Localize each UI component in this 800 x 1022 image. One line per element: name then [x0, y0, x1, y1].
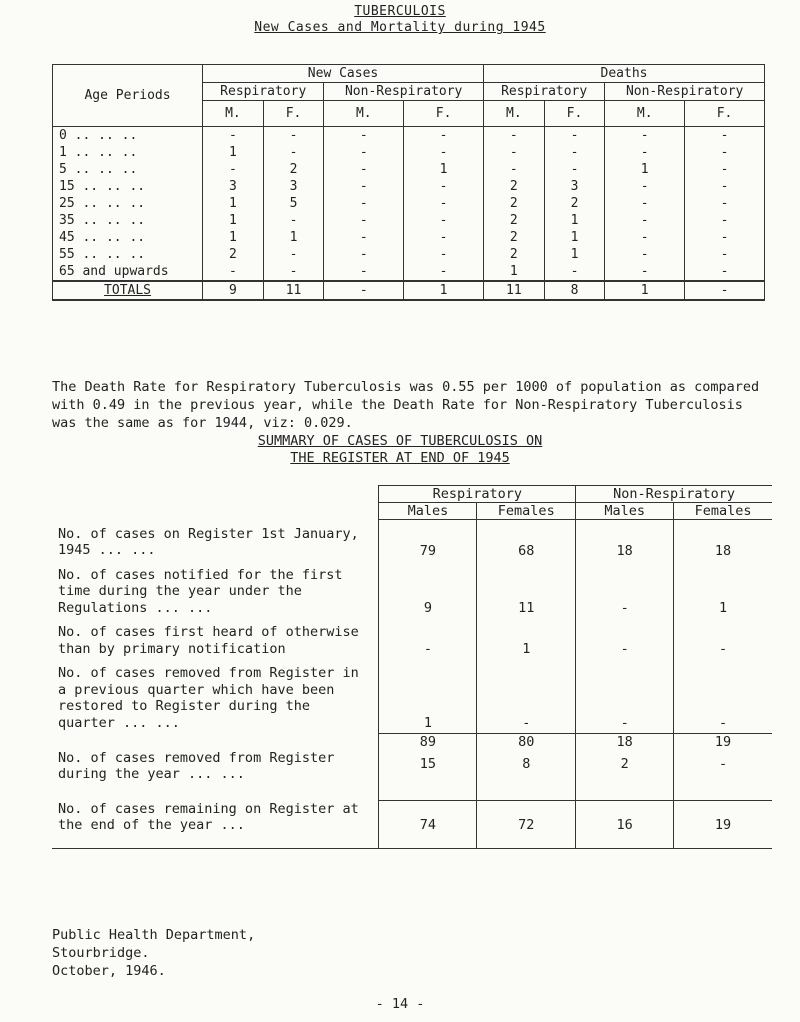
age-periods-header: Age Periods — [53, 65, 203, 127]
removed-cell: 8 — [477, 750, 576, 801]
value-cell: - — [324, 144, 404, 161]
value-cell: - — [605, 178, 685, 195]
removed-label: No. of cases removed from Register during the year ... ... — [58, 749, 335, 782]
register-summary-table — [52, 485, 772, 849]
value-cell: - — [544, 263, 605, 281]
value-cell: - — [685, 263, 765, 281]
age-label: 55 .. .. .. — [53, 246, 203, 263]
value-cell: - — [685, 178, 765, 195]
col-f: F. — [263, 101, 324, 127]
summary-resp-header: Respiratory — [379, 486, 576, 503]
value-cell: - — [484, 127, 545, 145]
value-cell: - — [576, 561, 674, 619]
age-row — [53, 212, 765, 229]
value-cell: - — [263, 263, 324, 281]
subtotal-cell: 18 — [576, 733, 674, 750]
death-rate-paragraph: The Death Rate for Respiratory Tuberculosis was 0.55 per 1000 of population as compared with 0.49 in the previous year, while the Death Rate for Non-Respiratory Tuberculosis was the same as for 1944, viz: 0.029. — [52, 379, 760, 431]
remaining-row — [52, 801, 772, 849]
value-cell: - — [576, 618, 674, 659]
age-row — [53, 229, 765, 246]
age-row — [53, 161, 765, 178]
age-row — [53, 263, 765, 281]
subtotal-cell: 89 — [379, 733, 477, 750]
subtotal-cell: 80 — [477, 733, 576, 750]
age-label: 5 .. .. .. — [53, 161, 203, 178]
col-m: M. — [484, 101, 545, 127]
value-cell: - — [544, 144, 605, 161]
register-row — [52, 618, 772, 659]
total-cell: - — [324, 281, 404, 300]
value-cell: - — [674, 659, 772, 733]
age-label: 35 .. .. .. — [53, 212, 203, 229]
deaths-header: Deaths — [484, 65, 765, 83]
value-cell: - — [404, 246, 484, 263]
age-row — [53, 127, 765, 145]
value-cell: - — [263, 212, 324, 229]
value-cell: - — [404, 195, 484, 212]
removed-cell: 15 — [379, 750, 477, 801]
death-resp-header: Respiratory — [484, 83, 605, 101]
value-cell: 2 — [203, 246, 264, 263]
value-cell: - — [605, 195, 685, 212]
value-cell: 2 — [484, 246, 545, 263]
summary-subtitle: THE REGISTER AT END OF 1945 — [290, 450, 510, 466]
value-cell: - — [477, 659, 576, 733]
remaining-label: No. of cases remaining on Register at the end of the year ... — [52, 801, 379, 849]
value-cell: - — [263, 127, 324, 145]
value-cell: - — [685, 127, 765, 145]
value-cell: 1 — [203, 195, 264, 212]
value-cell: 5 — [263, 195, 324, 212]
value-cell: - — [484, 144, 545, 161]
value-cell: 1 — [674, 561, 772, 619]
value-cell: 2 — [544, 195, 605, 212]
new-cases-header: New Cases — [203, 65, 484, 83]
age-label: 45 .. .. .. — [53, 229, 203, 246]
remaining-cell: 72 — [477, 801, 576, 849]
value-cell: - — [203, 161, 264, 178]
value-cell: - — [404, 178, 484, 195]
value-cell: 2 — [263, 161, 324, 178]
value-cell: - — [404, 127, 484, 145]
register-row — [52, 520, 772, 561]
value-cell: - — [544, 127, 605, 145]
value-cell: 2 — [484, 178, 545, 195]
age-row — [53, 144, 765, 161]
value-cell: 1 — [263, 229, 324, 246]
age-label: 1 .. .. .. — [53, 144, 203, 161]
footer-department: Public Health Department, — [52, 927, 256, 943]
value-cell: 2 — [484, 195, 545, 212]
value-cell: - — [324, 127, 404, 145]
value-cell: - — [263, 144, 324, 161]
value-cell: 1 — [544, 229, 605, 246]
row-label: No. of cases on Register 1st January, 1945 ... ... — [58, 525, 359, 558]
value-cell: 1 — [379, 659, 477, 733]
value-cell: 18 — [674, 520, 772, 561]
value-cell: - — [605, 263, 685, 281]
col-f: F. — [685, 101, 765, 127]
value-cell: 3 — [203, 178, 264, 195]
value-cell: 3 — [544, 178, 605, 195]
value-cell: 2 — [484, 229, 545, 246]
value-cell: - — [605, 127, 685, 145]
value-cell: - — [263, 246, 324, 263]
value-cell: - — [685, 161, 765, 178]
subtotal-cell: 19 — [674, 733, 772, 750]
value-cell: - — [404, 229, 484, 246]
value-cell: - — [605, 246, 685, 263]
total-cell: 11 — [263, 281, 324, 300]
value-cell: - — [685, 212, 765, 229]
value-cell: - — [685, 195, 765, 212]
value-cell: - — [674, 618, 772, 659]
document-title: TUBERCULOIS — [354, 4, 446, 19]
summary-title: SUMMARY OF CASES OF TUBERCULOSIS ON — [257, 433, 543, 449]
row-label: No. of cases notified for the first time during the year under the Regulations ... ... — [58, 566, 343, 616]
value-cell: - — [404, 212, 484, 229]
value-cell: - — [324, 178, 404, 195]
value-cell: - — [379, 618, 477, 659]
value-cell: - — [324, 161, 404, 178]
value-cell: 1 — [544, 246, 605, 263]
value-cell: 1 — [203, 144, 264, 161]
value-cell: 79 — [379, 520, 477, 561]
totals-row — [53, 281, 765, 300]
value-cell: - — [404, 263, 484, 281]
value-cell: 11 — [477, 561, 576, 619]
footer-address — [52, 926, 255, 980]
footer-town: Stourbridge. — [52, 945, 150, 961]
total-cell: 9 — [203, 281, 264, 300]
remaining-cell: 19 — [674, 801, 772, 849]
value-cell: - — [324, 195, 404, 212]
value-cell: - — [404, 144, 484, 161]
age-row — [53, 195, 765, 212]
value-cell: - — [203, 127, 264, 145]
register-row — [52, 561, 772, 619]
value-cell: - — [685, 229, 765, 246]
value-cell: 1 — [203, 229, 264, 246]
value-cell: - — [685, 144, 765, 161]
subtotal-row — [52, 733, 772, 750]
totals-label: TOTALS — [53, 281, 203, 300]
value-cell: 1 — [544, 212, 605, 229]
value-cell: - — [605, 229, 685, 246]
females-header: Females — [674, 503, 772, 520]
value-cell: 1 — [477, 618, 576, 659]
value-cell: 1 — [203, 212, 264, 229]
total-cell: 1 — [605, 281, 685, 300]
total-cell: 11 — [484, 281, 545, 300]
col-m: M. — [605, 101, 685, 127]
col-f: F. — [544, 101, 605, 127]
document-subtitle: New Cases and Mortality during 1945 — [254, 20, 546, 35]
removed-cell: 2 — [576, 750, 674, 801]
register-row — [52, 659, 772, 733]
removed-row — [52, 750, 772, 801]
females-header: Females — [477, 503, 576, 520]
age-label: 0 .. .. .. — [53, 127, 203, 145]
value-cell: - — [324, 229, 404, 246]
col-m: M. — [203, 101, 264, 127]
age-row — [53, 178, 765, 195]
age-label: 25 .. .. .. — [53, 195, 203, 212]
value-cell: - — [324, 212, 404, 229]
new-nonresp-header: Non-Respiratory — [324, 83, 484, 101]
value-cell: 68 — [477, 520, 576, 561]
age-label: 65 and upwards — [53, 263, 203, 281]
value-cell: 3 — [263, 178, 324, 195]
age-row — [53, 246, 765, 263]
remaining-cell: 74 — [379, 801, 477, 849]
value-cell: 1 — [404, 161, 484, 178]
new-resp-header: Respiratory — [203, 83, 324, 101]
value-cell: - — [203, 263, 264, 281]
col-f: F. — [404, 101, 484, 127]
remaining-cell: 16 — [576, 801, 674, 849]
row-label: No. of cases removed from Register in a previous quarter which have been restored to Register during the quarter ... ... — [58, 665, 359, 731]
value-cell: - — [324, 246, 404, 263]
value-cell: 2 — [484, 212, 545, 229]
value-cell: 1 — [605, 161, 685, 178]
new-cases-mortality-table — [52, 64, 765, 301]
value-cell: 18 — [576, 520, 674, 561]
value-cell: - — [484, 161, 545, 178]
page-number: - 14 - — [375, 996, 425, 1012]
value-cell: - — [605, 212, 685, 229]
value-cell: - — [576, 659, 674, 733]
total-cell: - — [685, 281, 765, 300]
value-cell: - — [544, 161, 605, 178]
total-cell: 1 — [404, 281, 484, 300]
males-header: Males — [576, 503, 674, 520]
summary-nonresp-header: Non-Respiratory — [576, 486, 772, 503]
value-cell: - — [685, 246, 765, 263]
value-cell: - — [324, 263, 404, 281]
row-label: No. of cases first heard of otherwise than by primary notification — [58, 624, 359, 657]
value-cell: 9 — [379, 561, 477, 619]
col-m: M. — [324, 101, 404, 127]
death-nonresp-header: Non-Respiratory — [605, 83, 765, 101]
value-cell: 1 — [484, 263, 545, 281]
value-cell: - — [605, 144, 685, 161]
removed-cell: - — [674, 750, 772, 801]
footer-date: October, 1946. — [52, 963, 166, 979]
age-label: 15 .. .. .. — [53, 178, 203, 195]
males-header: Males — [379, 503, 477, 520]
total-cell: 8 — [544, 281, 605, 300]
